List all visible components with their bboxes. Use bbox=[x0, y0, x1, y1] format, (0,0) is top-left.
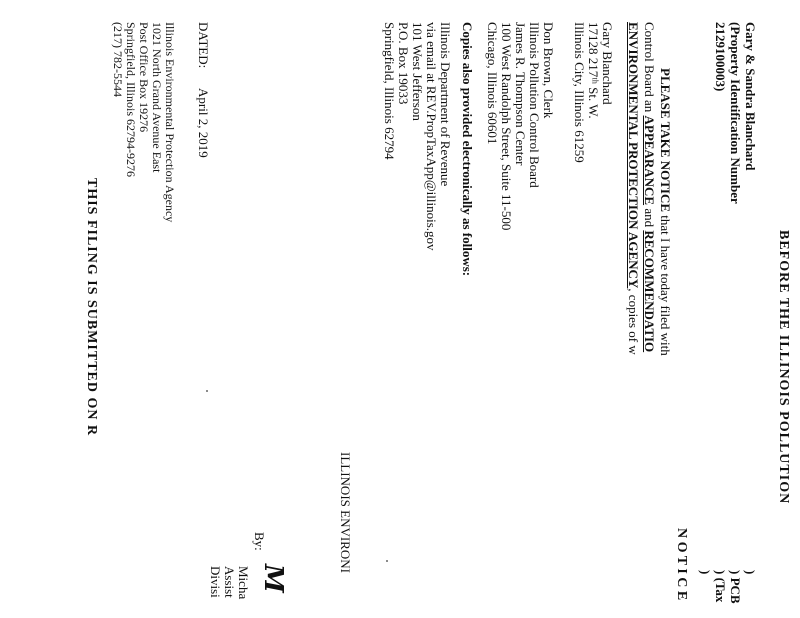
recipient-3-line-1: Illinois Department of Revenue bbox=[438, 22, 453, 187]
caption-party-line-2: (Property Identification Number bbox=[728, 22, 743, 204]
scan-speck bbox=[386, 560, 388, 562]
caption-bracket-pcb: ) PCB bbox=[728, 570, 743, 604]
recipient-2-line-1: Don Brown, Clerk bbox=[541, 22, 556, 119]
recipient-2-line-3: James R. Thompson Center bbox=[513, 22, 528, 166]
sender-line-1: Illinois Environmental Protection Agency bbox=[163, 22, 177, 223]
document-heading: BEFORE THE ILLINOIS POLLUTION bbox=[776, 230, 791, 505]
notice-body-line-3 bbox=[626, 22, 640, 355]
sender-line-4: Springfield, Illinois 62794-9276 bbox=[124, 22, 138, 177]
signatory-title-2: Divisi bbox=[208, 566, 223, 598]
agency-label: ILLINOIS ENVIRONI bbox=[338, 452, 353, 573]
notice-body-line-1-rest: that I have today filed with bbox=[658, 212, 673, 356]
scan-speck bbox=[206, 390, 208, 392]
recipient-3-line-2: via email at REV.PropTaxApp@illinois.gov bbox=[424, 22, 439, 251]
filing-footer: THIS FILING IS SUBMITTED ON R bbox=[84, 178, 99, 437]
recipient-1-line-3: Illinois City, Illinois 61259 bbox=[572, 22, 587, 163]
sender-line-3: Post Office Box 19276 bbox=[137, 22, 151, 133]
recipient-1-line-1: Gary Blanchard bbox=[600, 22, 615, 105]
recipient-2-line-4: 100 West Randolph Street, Suite 11-500 bbox=[499, 22, 514, 231]
sender-line-5: (217) 782-5544 bbox=[111, 22, 125, 97]
recipient-3-line-5: Springfield, Illinois 62794 bbox=[382, 22, 397, 160]
agency-name-text: ENVIRONMENTAL PROTECTION AGENCY bbox=[626, 22, 641, 289]
caption-party-line-3: 2129100003) bbox=[713, 22, 728, 92]
signatory-name: Micha bbox=[236, 566, 251, 600]
copies-heading: Copies also provided electronically as follows: bbox=[460, 22, 475, 277]
recipient-3-line-3: 101 West Jefferson bbox=[410, 22, 425, 121]
notice-body-line-3-rest: , copies of w bbox=[626, 288, 641, 355]
caption-party-line-1: Gary & Sandra Blanchard bbox=[743, 22, 758, 171]
recommendation-text: RECOMMENDATIO bbox=[642, 230, 657, 353]
notice-body-line-2-start: Control Board an bbox=[642, 22, 657, 116]
recipient-3-line-4: P.O. Box 19033 bbox=[396, 22, 411, 105]
recipient-2-line-5: Chicago, Illinois 60601 bbox=[485, 22, 500, 145]
sender-line-2: 1021 North Grand Avenue East bbox=[150, 22, 164, 173]
recipient-1-line-2: 17128 217ᵗʰ St. W. bbox=[586, 22, 601, 119]
caption-bracket-close: ) bbox=[698, 570, 713, 575]
please-take-notice-text: PLEASE TAKE NOTICE bbox=[658, 68, 673, 213]
dated-label: DATED: bbox=[196, 22, 211, 69]
notice-body-line-2 bbox=[642, 22, 656, 352]
caption-bracket-1: ) bbox=[743, 570, 758, 575]
signature-by-label: By: bbox=[252, 532, 267, 551]
notice-body-line-1 bbox=[658, 68, 672, 356]
notice-title: N O T I C E bbox=[674, 528, 689, 601]
dated-value: April 2, 2019 bbox=[196, 88, 211, 158]
notice-body-and-text: and bbox=[642, 205, 657, 231]
appearance-text: APPEARANCE bbox=[642, 115, 657, 206]
recipient-2-line-2: Illinois Pollution Control Board bbox=[527, 22, 542, 188]
signatory-title-1: Assist bbox=[222, 566, 237, 598]
handwritten-signature: M bbox=[258, 564, 288, 593]
caption-bracket-tax: ) (Tax bbox=[713, 570, 728, 603]
